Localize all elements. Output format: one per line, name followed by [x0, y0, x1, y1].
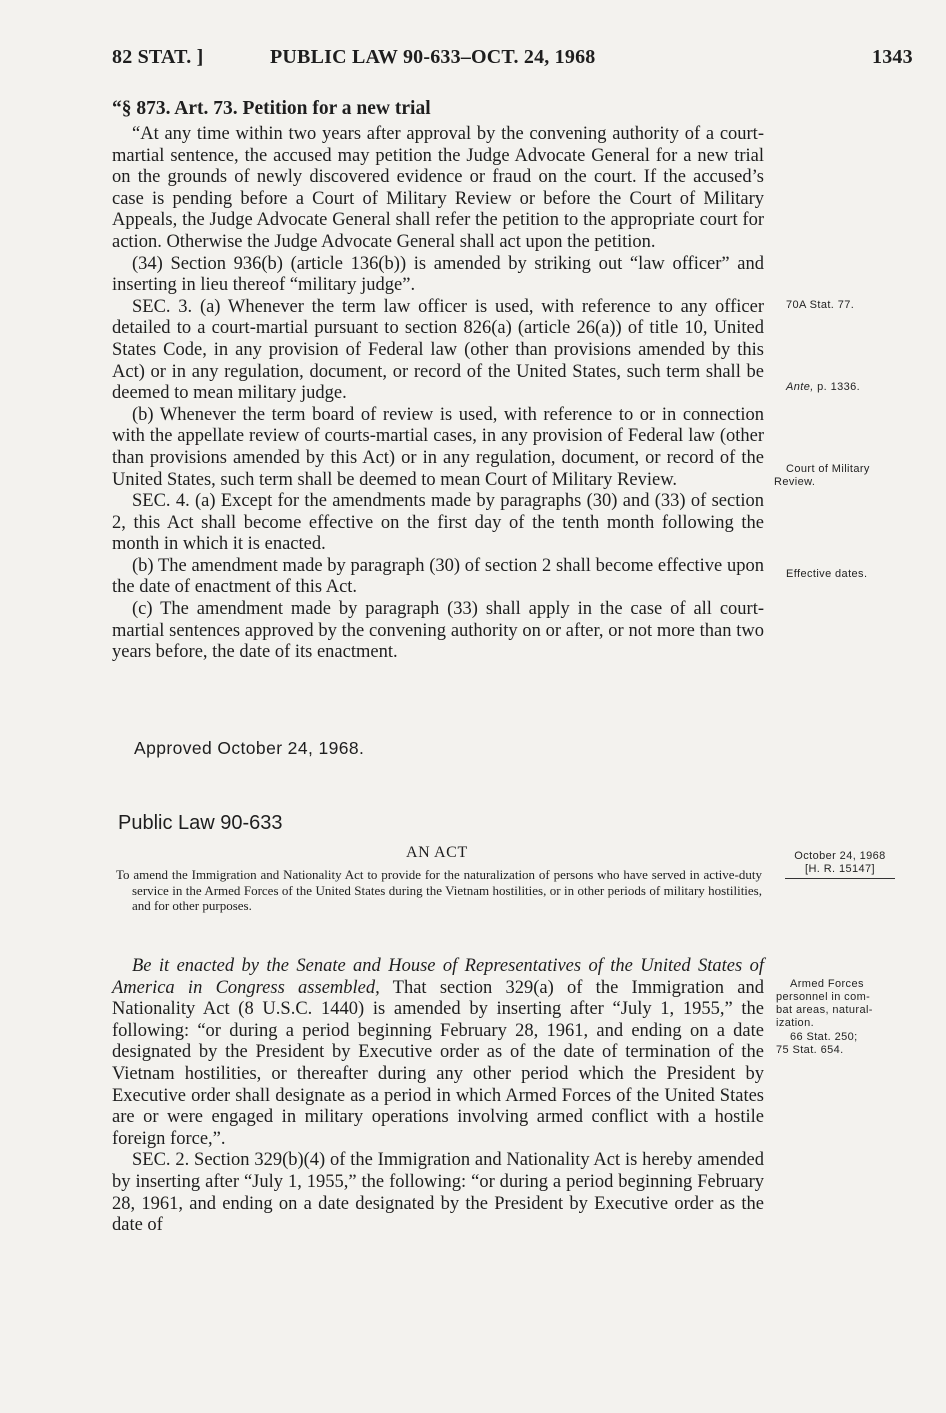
margin-note-armed-forces: [776, 978, 910, 1057]
margin-note-70a-stat: 70A Stat. 77.: [786, 299, 855, 311]
margin-note-66-stat: 66 Stat. 250;: [790, 1031, 858, 1043]
margin-note-cmr-line2: Review.: [774, 476, 816, 488]
enacting-clause-text: That section 329(a) of the Immigration and Nationality Act (8 U.S.C. 1440) is amended by inserting after “July 1, 1955,” the following: “or during a period beginning February 28, 1961, and ending on a date designated by the President by Executive order as of the date of termination of the Vietnam hostilities, or thereafter during any other period which the President by Executive order shall designate as a period in which Armed Forces of the United States are or were engaged in military operations involving armed conflict with a hostile foreign force,”.: [112, 977, 764, 1149]
section-3a: SEC. 3. (a) Whenever the term law officer is used, with reference to any officer detailed to a court-martial pursuant to section 826(a) (article 26(a)) of title 10, United States Code, in any provision of Federal law (other than provisions amended by this Act) or in any regulation, document, or record of the United States, such term shall be deemed to mean military judge.: [112, 296, 764, 404]
margin-note-75-stat: 75 Stat. 654.: [776, 1044, 844, 1056]
section-4a: SEC. 4. (a) Except for the amendments made by paragraphs (30) and (33) of section 2, this Act shall become effective on the first day of the tenth month following the month in which it is enacted.: [112, 491, 764, 555]
body-text-lower: [112, 956, 764, 1237]
article-73-paragraph: “At any time within two years after approval by the convening authority of a court-martial sentence, the accused may petition the Judge Advocate General for a new trial on the grounds of newly discovered evidence or fraud on the court. If the accused’s case is pending before a Court of Military Review or before the Court of Military Appeals, the Judge Advocate General shall refer the petition to the appropriate court for action. Otherwise the Judge Advocate General shall act upon the petition.: [112, 124, 764, 252]
purpose-text: To amend the Immigration and Nationality Act to provide for the naturalization of persons who have served in active-duty service in the Armed Forces of the United States during the Vietnam hostilities, or in other periods of military hostilities, and for other purposes.: [116, 867, 762, 914]
volume-reference: 82 STAT. ]: [112, 46, 204, 68]
enacting-clause-italic: Be it enacted by the Senate and House of Representatives of the United States of America in Congress assembled,: [112, 956, 764, 998]
margin-note-af-line3: bat areas, natural-: [776, 1004, 873, 1016]
margin-note-af-line1: Armed Forces: [790, 978, 864, 990]
paragraph-34: (34) Section 936(b) (article 136(b)) is amended by striking out “law officer” and inserting in lieu thereof “military judge”.: [112, 253, 764, 296]
margin-note-date-bill: [776, 850, 904, 879]
section-2: SEC. 2. Section 329(b)(4) of the Immigration and Nationality Act is hereby amended by inserting after “July 1, 1955,” the following: “or during a period beginning February 28, 1961, and ending on a date designated by the President by Executive order as the date of: [112, 1150, 764, 1236]
section-3b: (b) Whenever the term board of review is used, with reference to or in connection with the appellate review of courts-martial cases, in any provision of Federal law (other than provisions amended by this Act) or in any regulation, document, or record of the United States, such term shall be deemed to mean Court of Military Review.: [112, 404, 764, 490]
margin-note-ante-italic: Ante,: [786, 381, 814, 393]
margin-note-date: October 24, 1968: [794, 850, 886, 862]
margin-note-ante-page: p. 1336.: [813, 381, 861, 393]
act-purpose: [116, 867, 762, 914]
an-act-title: AN ACT: [406, 844, 468, 861]
margin-note-rule: [785, 878, 895, 879]
margin-note-af-line2: personnel in com-: [776, 991, 871, 1003]
page-number: 1343: [872, 46, 913, 68]
margin-note-court-of-military-review: [774, 463, 870, 489]
margin-note-bill: [H. R. 15147]: [804, 863, 875, 875]
margin-note-effective-dates: Effective dates.: [786, 568, 868, 580]
section-4b: (b) The amendment made by paragraph (30) of section 2 shall become effective upon the date of enactment of this Act.: [112, 555, 764, 598]
enacting-clause: [112, 956, 764, 1150]
running-title: PUBLIC LAW 90-633–OCT. 24, 1968: [270, 46, 596, 68]
margin-note-cmr-line1: Court of Military: [786, 463, 870, 475]
body-text-upper: [112, 124, 764, 664]
section-heading: “§ 873. Art. 73. Petition for a new trial: [112, 98, 431, 119]
margin-note-ante: [786, 381, 860, 394]
approval-line: Approved October 24, 1968.: [134, 738, 365, 758]
public-law-number: Public Law 90-633: [118, 812, 283, 834]
margin-note-af-line4: ization.: [776, 1017, 815, 1029]
section-4c: (c) The amendment made by paragraph (33) shall apply in the case of all court-martial sentences approved by the convening authority on or after, or not more than two years before, the date of its enactment.: [112, 599, 764, 663]
